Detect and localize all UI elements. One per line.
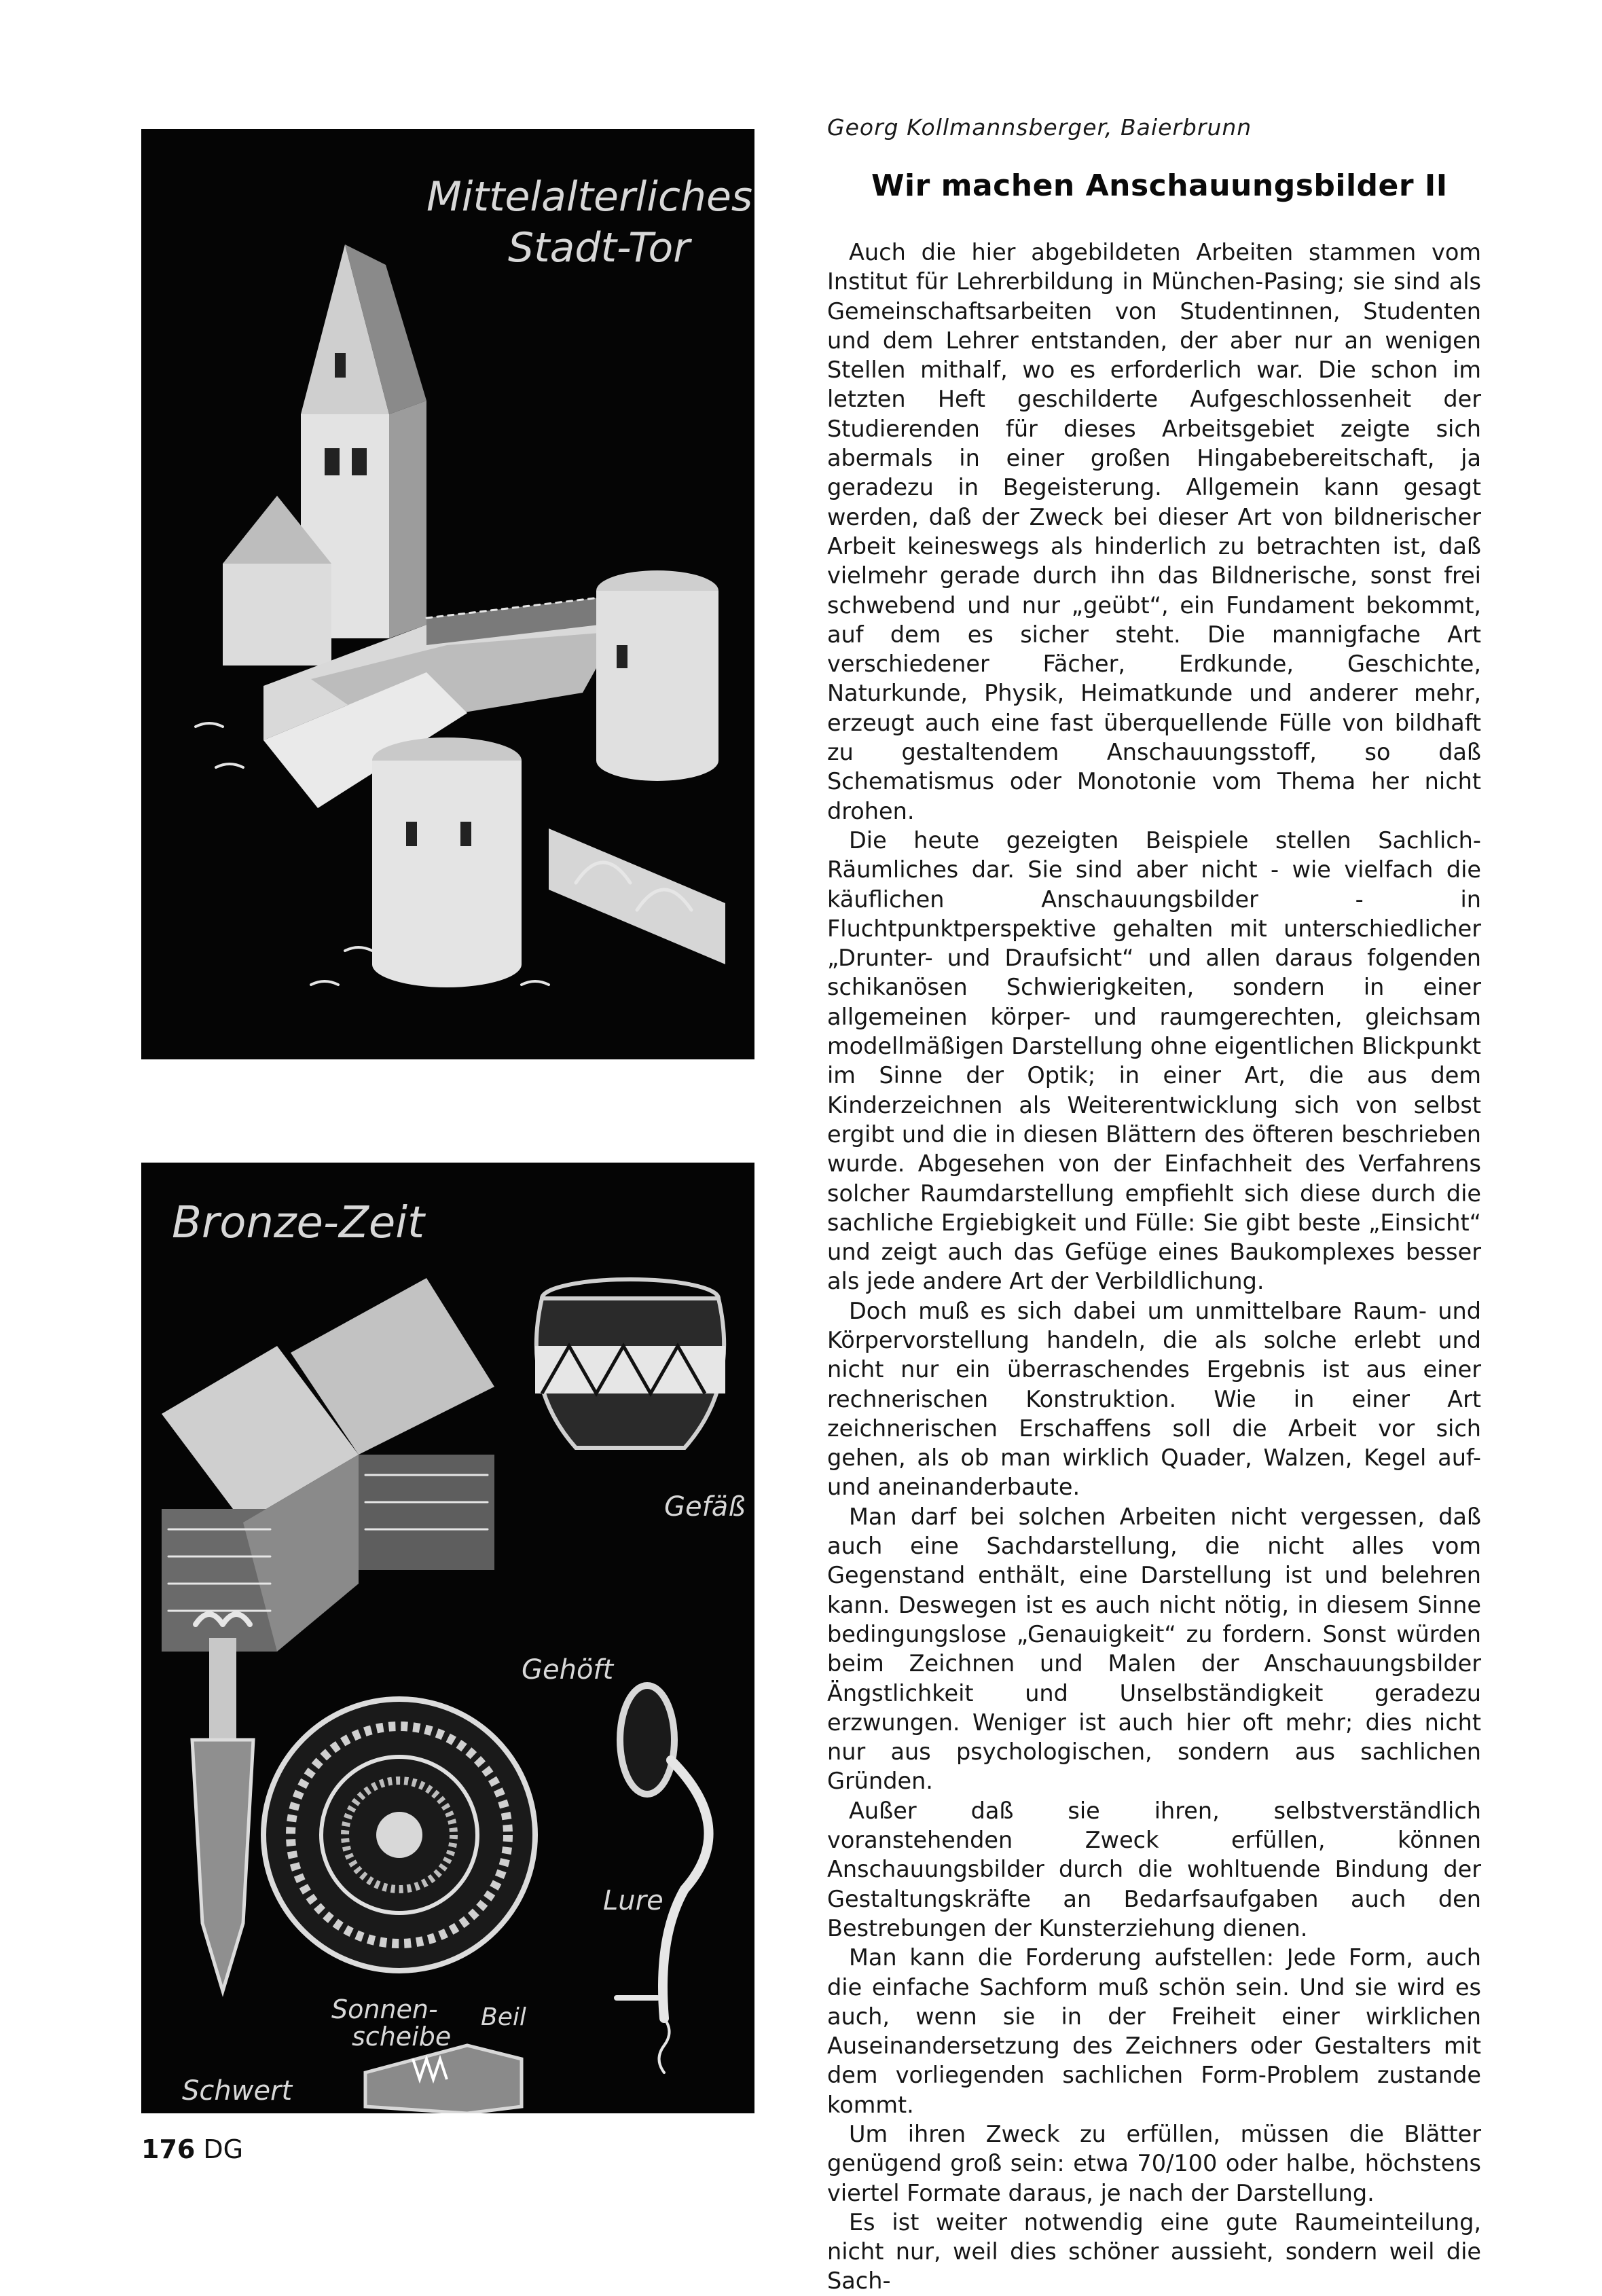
bridge bbox=[549, 828, 725, 964]
bronze-age-drawing bbox=[141, 1163, 754, 2113]
vessel-drawing bbox=[535, 1279, 725, 1448]
article-paragraph: Doch muß es sich dabei um unmittelbare Raum- und Körpervorstellung handeln, die als solche erlebt und nicht nur ein überraschendes Ergebnis ist aus einer rechnerischen Konstruktion. Wie in einer Art zeichnerischen Erschaffens soll die Arbeit vor sich gehen, als ob man wirklich Quader, Walzen, Kegel auf- und aneinanderbaute. bbox=[827, 1297, 1481, 1501]
page-number: 176 bbox=[141, 2134, 196, 2164]
castle-title-line1: Mittelalterliches bbox=[426, 173, 753, 221]
sword-label: Schwert bbox=[182, 2075, 293, 2107]
round-tower-front bbox=[372, 737, 522, 987]
lur-label: Lure bbox=[603, 1885, 663, 1916]
sword-drawing bbox=[192, 1614, 253, 1991]
sun-disk-label-line1: Sonnen- bbox=[331, 1994, 438, 2024]
farmstead-drawing bbox=[162, 1278, 494, 1652]
sun-disk-drawing bbox=[263, 1699, 535, 1971]
article-paragraph: Außer daß sie ihren, selbstverständlich voranstehenden Zweck erfüllen, können Anschauungsbilder durch die wohltuende Bindung der Gestaltungskräfte an Bedarfsaufgaben auch den Bestrebungen der Kunsterziehung dienen. bbox=[827, 1797, 1481, 1942]
castle-gate-drawing bbox=[141, 129, 754, 1059]
castle-title-line2: Stadt-Tor bbox=[508, 224, 690, 272]
article-body bbox=[827, 238, 1481, 2296]
article-paragraph: Es ist weiter notwendig eine gute Raumeinteilung, nicht nur, weil dies schöner aussieht, sondern weil die Sach- bbox=[827, 2208, 1481, 2295]
article-byline: Georg Kollmannsberger, Baierbrunn bbox=[827, 114, 1252, 141]
journal-abbreviation: DG bbox=[203, 2134, 244, 2164]
axe-drawing bbox=[365, 2045, 522, 2113]
article-paragraph: Die heute gezeigten Beispiele stellen Sachlich-Räumliches dar. Sie sind aber nicht - wie vielfach die käuflichen Anschauungsbilder - in Fluchtpunktperspektive gehalten mit unterschiedlicher „Drunter- und Draufsicht“ und allen daraus folgenden schikanösen Schwierigkeiten, sondern in einer allgemeinen körper- und raumgerechten, gleichsam modellmäßigen Darstellung ohne eigentlichen Blickpunkt im Sinne der Optik; in einer Art, die aus dem Kinderzeichnen als Weiterentwicklung sich von selbst ergibt und die in diesen Blättern des öfteren beschrieben wurde. Abgesehen von der Einfachheit des Verfahrens solcher Raumdarstellung empfiehlt sich diese durch die sachliche Ergiebigkeit und Fülle: Sie gibt beste „Einsicht“ und zeigt auch das Gefüge eines Baukomplexes besser als jede andere Art der Verbildlichung. bbox=[827, 826, 1481, 1295]
sun-disk-label-line2: scheibe bbox=[352, 2022, 452, 2052]
article-paragraph: Auch die hier abgebildeten Arbeiten stammen vom Institut für Lehrerbildung in München-Pasing; sie sind als Gemeinschaftsarbeiten von Studentinnen, Studenten und dem Lehrer entstanden, der aber nur an wenigen Stellen mithalf, wo es erforderlich war. Die schon im letzten Heft geschilderte Aufgeschlossenheit der Studierenden für dieses Arbeitsgebiet zeigte sich abermals in einer großen Hingabebereitschaft, ja geradezu in Begeisterung. Allgemein kann gesagt werden, daß der Zweck bei dieser Art von bildnerischer Arbeit keineswegs als hinderlich zu betrachten ist, daß vielmehr gerade durch ihn das Bildnerische, sonst frei schwebend und nur „geübt“, ein Fundament bekommt, auf dem es sicher steht. Die mannigfache Art verschiedener Fächer, Erdkunde, Geschichte, Naturkunde, Physik, Heimatkunde und anderer mehr, erzeugt auch eine fast überquellende Fülle von bildhaft zu gestaltendem Anschauungsstoff, so daß Schematismus oder Monotonie vom Thema her nicht drohen. bbox=[827, 239, 1481, 824]
lur-drawing bbox=[617, 1685, 709, 2073]
article-title: Wir machen Anschauungsbilder II bbox=[871, 168, 1448, 203]
page-folio bbox=[141, 2134, 243, 2164]
bronze-age-illustration bbox=[141, 1163, 754, 2113]
article-paragraph: Um ihren Zweck zu erfüllen, müssen die Blätter genügend groß sein: etwa 70/100 oder halbe, höchstens viertel Formate daraus, je nach der Darstellung. bbox=[827, 2121, 1481, 2206]
article-paragraph: Man kann die Forderung aufstellen: Jede Form, auch die einfache Sachform muß schön sein. Und sie wird es auch, wenn sie in der Freiheit einer wirklichen Auseinandersetzung des Zeichners oder Gestalters mit dem vorliegenden sachlichen Form-Problem zustande kommt. bbox=[827, 1944, 1481, 2118]
bronze-title: Bronze-Zeit bbox=[172, 1198, 425, 1248]
article-paragraph: Man darf bei solchen Arbeiten nicht vergessen, daß auch eine Sachdarstellung, die nicht alles vom Gegenstand enthält, eine Darstellung ist und belehren kann. Deswegen ist es auch nicht nötig, in diesem Sinne bedingungslose „Genauigkeit“ zu fordern. Sonst würden beim Zeichnen und Malen der Anschauungsbilder Ängstlichkeit und Unselbständigkeit geradezu erzwungen. Weniger ist auch hier oft mehr; dies nicht nur aus psychologischen, sondern aus sachlichen Gründen. bbox=[827, 1503, 1481, 1795]
castle-gate-illustration bbox=[141, 129, 754, 1059]
farmstead-label: Gehöft bbox=[522, 1654, 614, 1685]
round-tower-right bbox=[596, 570, 718, 781]
vessel-label: Gefäß bbox=[664, 1491, 746, 1523]
axe-label: Beil bbox=[481, 2003, 526, 2031]
